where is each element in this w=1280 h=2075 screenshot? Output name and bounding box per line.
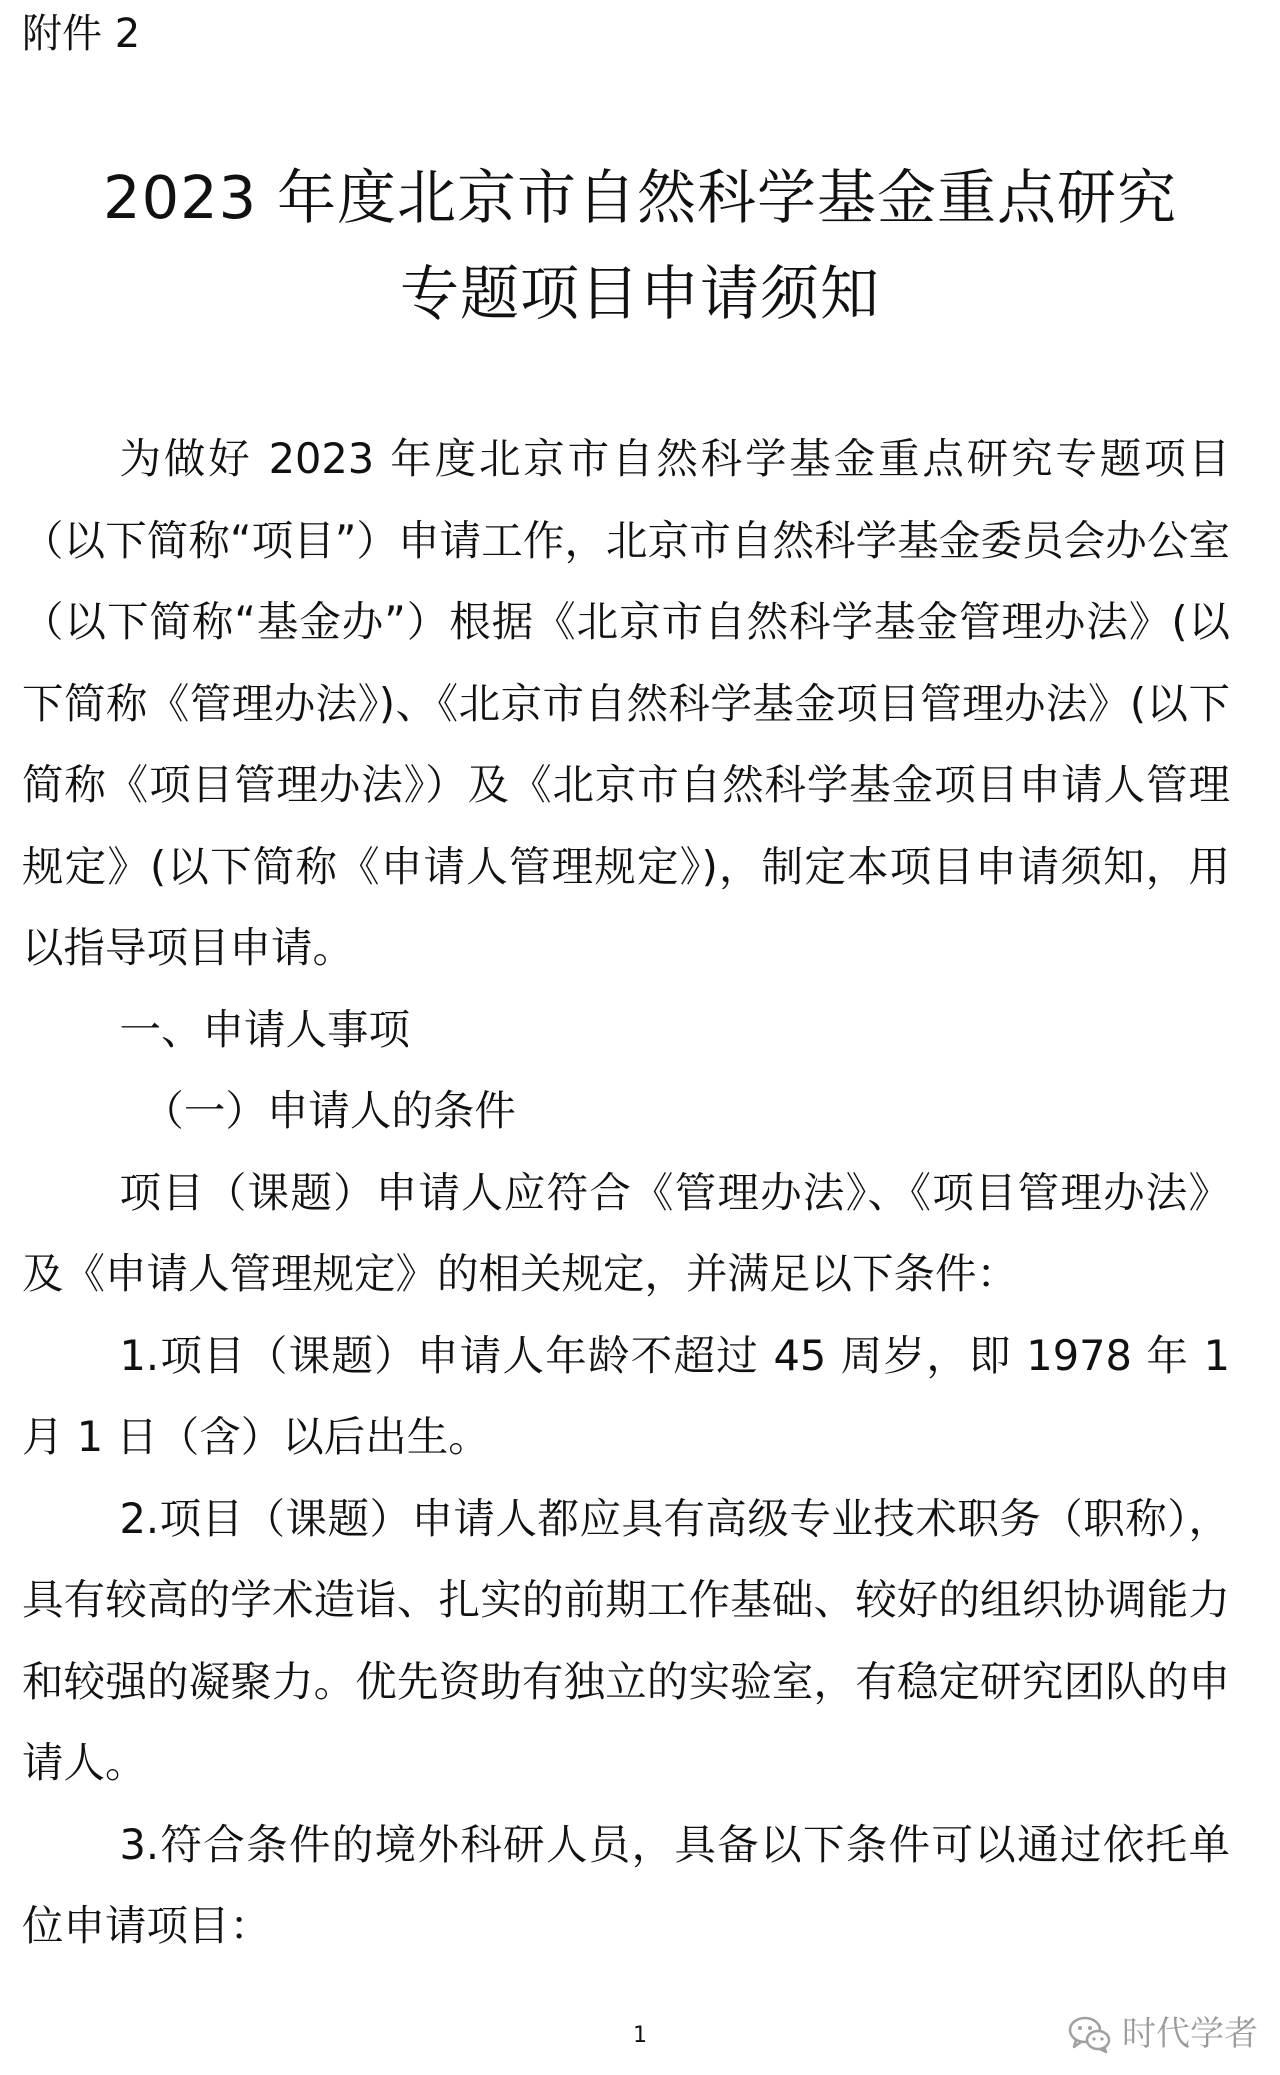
paragraph-conditions: 项目（课题）申请人应符合《管理办法》、《项目管理办法》及《申请人管理规定》的相关规定，并满足以下条件：: [22, 1167, 1230, 1298]
document-body: [22, 418, 1230, 1967]
paragraph-intro: 为做好 2023 年度北京市自然科学基金重点研究专题项目（以下简称“项目”）申请工作，北京市自然科学基金委员会办公室（以下简称“基金办”）根据《北京市自然科学基金管理办法》(以下简称《管理办法》)、《北京市自然科学基金项目管理办法》(以下简称《项目管理办法》）及《北京市自然科学基金项目申请人管理规定》(以下简称《申请人管理规定》)，制定本项目申请须知，用以指导项目申请。: [22, 434, 1230, 972]
attachment-label: 附件 2: [22, 11, 141, 57]
document-title: [0, 150, 1280, 342]
title-line-2: 专题项目申请须知: [399, 259, 880, 328]
paragraph-condition-3: 3.符合条件的境外科研人员，具备以下条件可以通过依托单位申请项目：: [22, 1819, 1230, 1950]
watermark-text: 时代学者: [1122, 2014, 1258, 2054]
watermark: [1068, 2012, 1258, 2056]
title-line-1: 2023 年度北京市自然科学基金重点研究: [103, 163, 1177, 232]
subsection-heading: （一）申请人的条件: [142, 1086, 516, 1135]
paragraph-condition-1: 1.项目（课题）申请人年龄不超过 45 周岁，即 1978 年 1 月 1 日（含）以后出生。: [22, 1330, 1230, 1461]
wechat-icon: [1068, 2014, 1112, 2054]
page-number: 1: [633, 2023, 647, 2048]
section-heading: 一、申请人事项: [119, 1004, 411, 1054]
paragraph-condition-2: 2.项目（课题）申请人都应具有高级专业技术职务（职称），具有较高的学术造诣、扎实的前期工作基础、较好的组织协调能力和较强的凝聚力。优先资助有独立的实验室，有稳定研究团队的申请人。: [22, 1493, 1230, 1787]
